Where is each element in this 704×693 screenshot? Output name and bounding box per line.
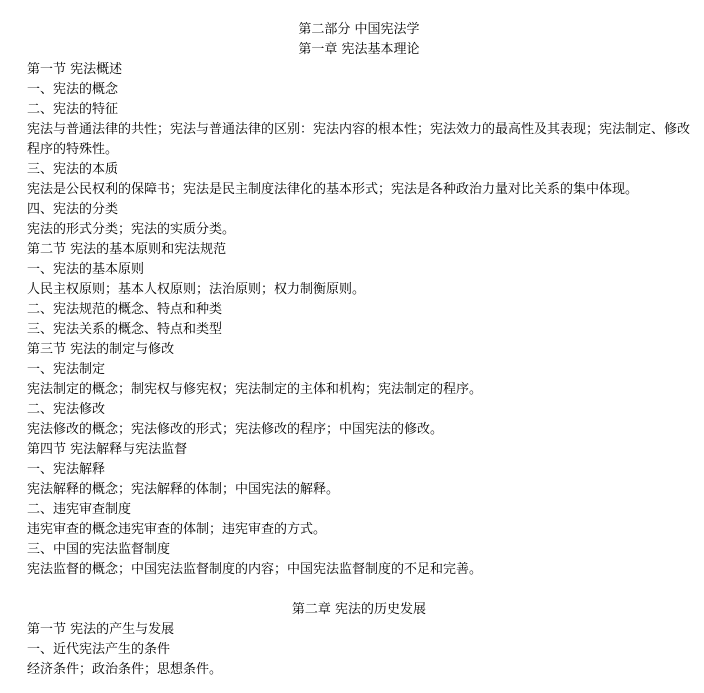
body-text: 宪法解释的概念；宪法解释的体制；中国宪法的解释。: [27, 482, 340, 497]
blank-line: [27, 580, 691, 600]
body-text: 经济条件；政治条件；思想条件。: [27, 662, 223, 677]
subheading: 二、宪法的特征: [27, 102, 119, 117]
subheading: 三、宪法的本质: [27, 162, 119, 177]
section-heading: 第一节 宪法概述: [27, 62, 123, 77]
section-heading: 第四节 宪法解释与宪法监督: [27, 442, 188, 457]
subheading: 一、宪法的基本原则: [27, 262, 145, 277]
body-text: 宪法与普通法律的共性；宪法与普通法律的区别：宪法内容的根本性；宪法效力的最高性及其表现；宪法制定、修改程序的特殊性。: [27, 122, 691, 157]
subheading: 三、宪法关系的概念、特点和类型: [27, 322, 223, 337]
body-text: 宪法修改的概念；宪法修改的形式；宪法修改的程序；中国宪法的修改。: [27, 422, 444, 437]
body-text: 宪法监督的概念；中国宪法监督制度的内容；中国宪法监督制度的不足和完善。: [27, 562, 483, 577]
body-text: 违宪审查的概念违宪审查的体制；违宪审查的方式。: [27, 522, 327, 537]
subheading: 三、中国的宪法监督制度: [27, 542, 171, 557]
subheading: 二、宪法修改: [27, 402, 106, 417]
section-heading: 第二节 宪法的基本原则和宪法规范: [27, 242, 227, 257]
subheading: 四、宪法的分类: [27, 202, 119, 217]
section-heading: 第一节 宪法的产生与发展: [27, 622, 175, 637]
chapter-2-title: 第二章 宪法的历史发展: [291, 602, 427, 617]
subheading: 一、宪法的概念: [27, 82, 119, 97]
document-page: [27, 20, 691, 680]
subheading: 一、宪法制定: [27, 362, 106, 377]
body-text: 宪法是公民权利的保障书；宪法是民主制度法律化的基本形式；宪法是各种政治力量对比关系的集中体现。: [27, 182, 639, 197]
subheading: 二、宪法规范的概念、特点和种类: [27, 302, 223, 317]
body-text: 宪法制定的概念；制宪权与修宪权；宪法制定的主体和机构；宪法制定的程序。: [27, 382, 483, 397]
body-text: 人民主权原则；基本人权原则；法治原则；权力制衡原则。: [27, 282, 366, 297]
section-heading: 第三节 宪法的制定与修改: [27, 342, 175, 357]
subheading: 一、宪法解释: [27, 462, 106, 477]
chapter-1-title: 第一章 宪法基本理论: [298, 42, 420, 57]
body-text: 宪法的形式分类；宪法的实质分类。: [27, 222, 236, 237]
part-title: 第二部分 中国宪法学: [298, 22, 420, 37]
subheading: 一、近代宪法产生的条件: [27, 642, 171, 657]
subheading: 二、违宪审查制度: [27, 502, 132, 517]
